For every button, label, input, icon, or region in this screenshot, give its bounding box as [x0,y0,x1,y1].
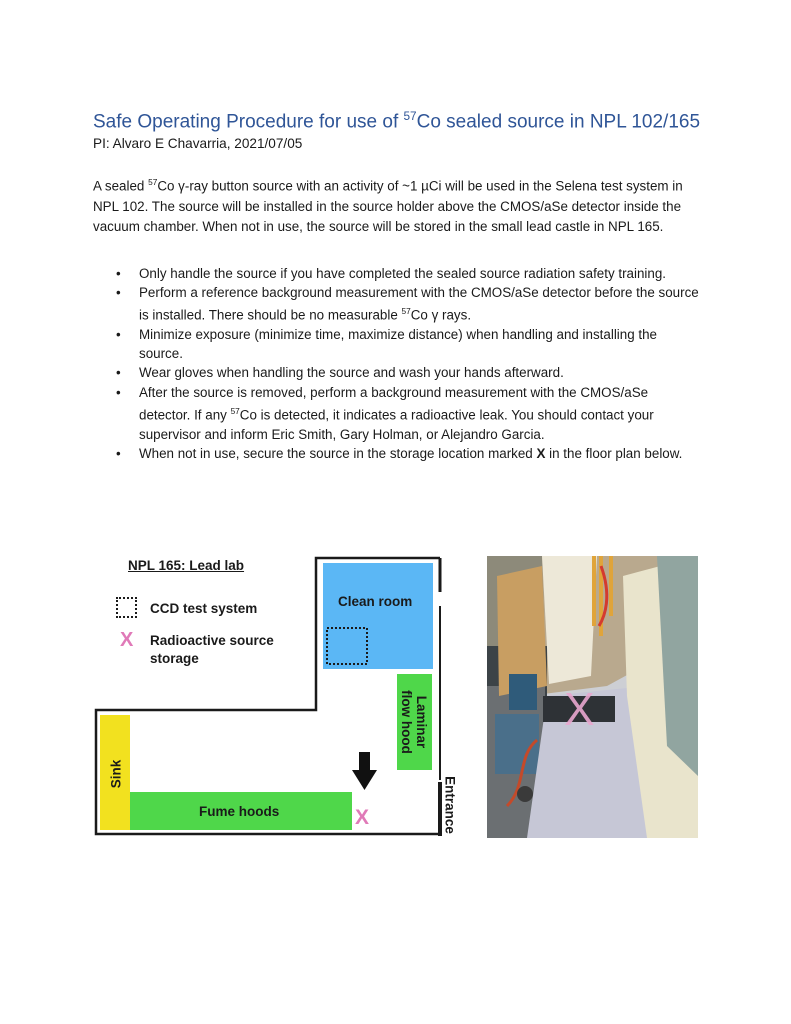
sink-label: Sink [108,759,124,789]
legend-source-label-2: storage [150,651,199,666]
source-storage-x-mark: X [355,806,370,829]
safety-rules-list [93,264,701,463]
storage-location-photo [487,556,698,838]
rule-minimize-exposure: • Minimize exposure (minimize time, maximize distance) when handling and installing the source. [93,325,701,363]
entrance-label: Entrance [442,776,458,834]
clean-room-label: Clean room [338,594,413,609]
rule-background-before: • Perform a reference background measurement with the CMOS/aSe detector before the source is installed. There should be no measurable $^{57}$Co γ rays. [93,283,701,325]
rule-leak-check: • After the source is removed, perform a background measurement with the CMOS/aSe detector. If any $^{57}$Co is detected, it indicates a radioactive leak. You should contact your supervisor and inform Eric Smith, Gary Holman, or Alejandro Garcia. [93,383,701,444]
x-mark-icon: X [120,629,134,651]
intro-paragraph: A sealed $^{57}$Co γ-ray button source with an activity of ~1 µCi will be used in the Selena test system in NPL 102. The source will be installed in the source holder above the CMOS/aSe detector inside the vacuum chamber. When not in use, the source will be stored in the small lead castle in NPL 165. [93,177,683,235]
photo-x-mark: X [564,683,595,735]
pi-line: PI: Alvaro E Chavarria, 2021/07/05 [93,136,303,151]
legend-ccd-label: CCD test system [150,601,258,616]
page-title: Safe Operating Procedure for use of $^{57}$Co sealed source in NPL 102/165 [93,110,701,133]
clean-room-block [323,563,433,669]
rule-training: • Only handle the source if you have completed the sealed source radiation safety training. [93,264,701,283]
ccd-legend-icon [116,597,137,618]
legend-source-label: Radioactive source [150,633,274,648]
floor-plan [90,550,470,850]
arrow-down-icon [352,752,377,790]
floor-plan-title: NPL 165: Lead lab [128,558,245,573]
fume-hoods-label: Fume hoods [199,804,280,819]
rule-gloves: • Wear gloves when handling the source and wash your hands afterward. [93,363,701,382]
laminar-flow-hood-label: Laminar flow hood [399,690,429,754]
rule-storage: • When not in use, secure the source in the storage location marked X in the floor plan below. [93,444,701,463]
